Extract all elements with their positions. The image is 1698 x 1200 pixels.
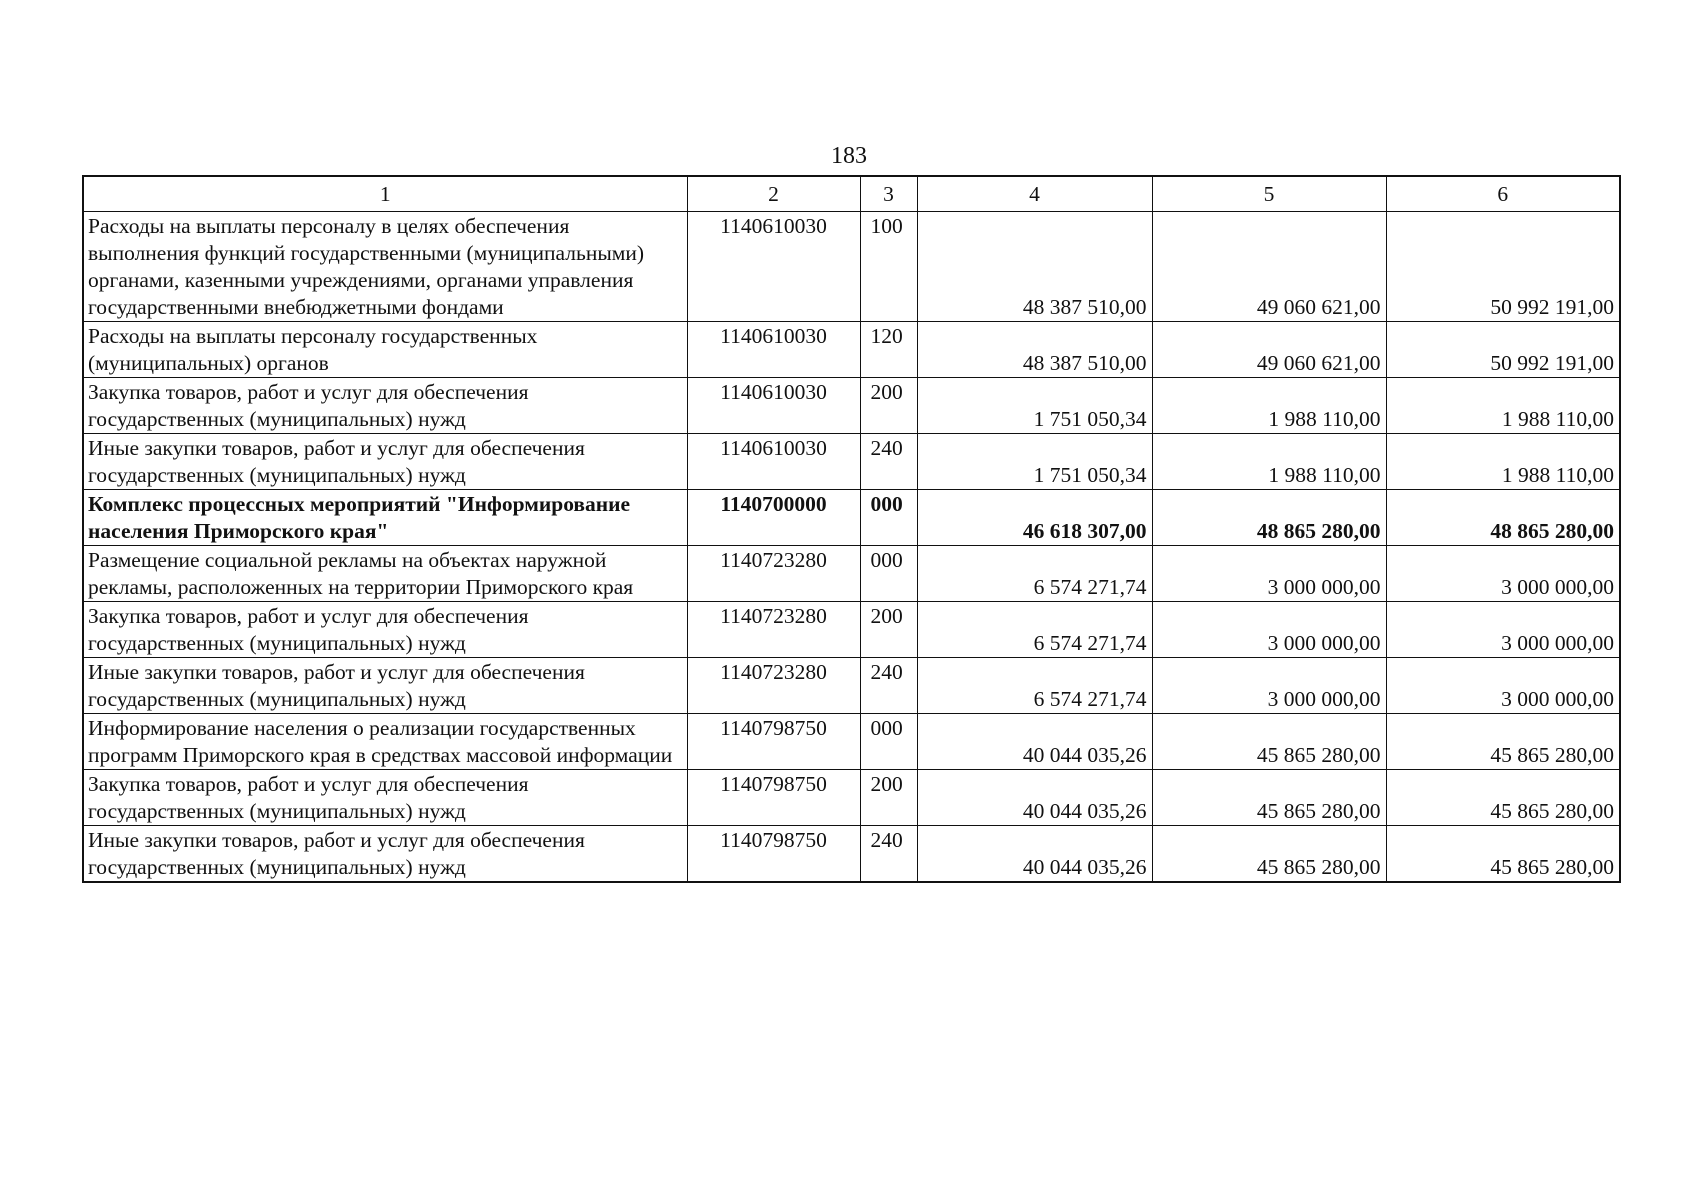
row-name-cell: Иные закупки товаров, работ и услуг для обеспечения государственных (муниципальных) нужд bbox=[83, 658, 687, 714]
row-name-cell: Иные закупки товаров, работ и услуг для обеспечения государственных (муниципальных) нужд bbox=[83, 434, 687, 490]
table-row bbox=[83, 826, 1620, 883]
amount-col6-cell: 3 000 000,00 bbox=[1386, 602, 1620, 658]
target-code-cell: 1140610030 bbox=[687, 378, 860, 434]
target-code-cell: 1140723280 bbox=[687, 546, 860, 602]
header-cell: 1 bbox=[83, 176, 687, 212]
table-row bbox=[83, 212, 1620, 322]
amount-col5-cell: 1 988 110,00 bbox=[1152, 378, 1386, 434]
row-name-cell: Информирование населения о реализации государственных программ Приморского края в средствах массовой информации bbox=[83, 714, 687, 770]
header-cell: 4 bbox=[917, 176, 1152, 212]
amount-col5-cell: 49 060 621,00 bbox=[1152, 212, 1386, 322]
table-row bbox=[83, 322, 1620, 378]
table-row bbox=[83, 434, 1620, 490]
header-cell: 5 bbox=[1152, 176, 1386, 212]
table-row bbox=[83, 714, 1620, 770]
amount-col6-cell: 45 865 280,00 bbox=[1386, 714, 1620, 770]
amount-col6-cell: 45 865 280,00 bbox=[1386, 826, 1620, 883]
row-name-cell: Закупка товаров, работ и услуг для обеспечения государственных (муниципальных) нужд bbox=[83, 602, 687, 658]
expense-type-cell: 200 bbox=[860, 378, 917, 434]
expense-type-cell: 200 bbox=[860, 770, 917, 826]
amount-col5-cell: 3 000 000,00 bbox=[1152, 546, 1386, 602]
expense-type-cell: 120 bbox=[860, 322, 917, 378]
expense-type-cell: 200 bbox=[860, 602, 917, 658]
amount-col5-cell: 3 000 000,00 bbox=[1152, 602, 1386, 658]
header-cell: 3 bbox=[860, 176, 917, 212]
row-name-cell: Размещение социальной рекламы на объектах наружной рекламы, расположенных на территории Приморского края bbox=[83, 546, 687, 602]
row-name-cell: Комплекс процессных мероприятий "Информирование населения Приморского края" bbox=[83, 490, 687, 546]
expense-type-cell: 240 bbox=[860, 434, 917, 490]
target-code-cell: 1140798750 bbox=[687, 826, 860, 883]
amount-col5-cell: 49 060 621,00 bbox=[1152, 322, 1386, 378]
row-name-cell: Закупка товаров, работ и услуг для обеспечения государственных (муниципальных) нужд bbox=[83, 770, 687, 826]
expense-type-cell: 000 bbox=[860, 714, 917, 770]
expense-type-cell: 000 bbox=[860, 546, 917, 602]
target-code-cell: 1140610030 bbox=[687, 322, 860, 378]
amount-col6-cell: 48 865 280,00 bbox=[1386, 490, 1620, 546]
table-row bbox=[83, 602, 1620, 658]
row-name-cell: Закупка товаров, работ и услуг для обеспечения государственных (муниципальных) нужд bbox=[83, 378, 687, 434]
row-name-cell: Расходы на выплаты персоналу государственных (муниципальных) органов bbox=[83, 322, 687, 378]
expense-type-cell: 240 bbox=[860, 826, 917, 883]
amount-col4-cell: 40 044 035,26 bbox=[917, 714, 1152, 770]
header-cell: 2 bbox=[687, 176, 860, 212]
amount-col6-cell: 1 988 110,00 bbox=[1386, 378, 1620, 434]
amount-col4-cell: 48 387 510,00 bbox=[917, 322, 1152, 378]
amount-col6-cell: 50 992 191,00 bbox=[1386, 322, 1620, 378]
table-row bbox=[83, 658, 1620, 714]
amount-col5-cell: 3 000 000,00 bbox=[1152, 658, 1386, 714]
target-code-cell: 1140723280 bbox=[687, 658, 860, 714]
amount-col4-cell: 6 574 271,74 bbox=[917, 602, 1152, 658]
budget-table bbox=[82, 175, 1621, 883]
table-row bbox=[83, 490, 1620, 546]
amount-col6-cell: 50 992 191,00 bbox=[1386, 212, 1620, 322]
amount-col5-cell: 45 865 280,00 bbox=[1152, 770, 1386, 826]
table-row bbox=[83, 546, 1620, 602]
target-code-cell: 1140798750 bbox=[687, 770, 860, 826]
target-code-cell: 1140700000 bbox=[687, 490, 860, 546]
row-name-cell: Расходы на выплаты персоналу в целях обеспечения выполнения функций государственными (муниципальными) органами, казенными учреждениями, органами управления государственными внебюджетными фондами bbox=[83, 212, 687, 322]
amount-col6-cell: 1 988 110,00 bbox=[1386, 434, 1620, 490]
table-row bbox=[83, 378, 1620, 434]
amount-col5-cell: 48 865 280,00 bbox=[1152, 490, 1386, 546]
target-code-cell: 1140610030 bbox=[687, 212, 860, 322]
target-code-cell: 1140723280 bbox=[687, 602, 860, 658]
table-body bbox=[83, 176, 1620, 882]
amount-col5-cell: 45 865 280,00 bbox=[1152, 714, 1386, 770]
amount-col4-cell: 40 044 035,26 bbox=[917, 826, 1152, 883]
amount-col4-cell: 1 751 050,34 bbox=[917, 434, 1152, 490]
header-row bbox=[83, 176, 1620, 212]
expense-type-cell: 240 bbox=[860, 658, 917, 714]
expense-type-cell: 000 bbox=[860, 490, 917, 546]
amount-col6-cell: 45 865 280,00 bbox=[1386, 770, 1620, 826]
amount-col6-cell: 3 000 000,00 bbox=[1386, 546, 1620, 602]
amount-col4-cell: 40 044 035,26 bbox=[917, 770, 1152, 826]
target-code-cell: 1140610030 bbox=[687, 434, 860, 490]
header-cell: 6 bbox=[1386, 176, 1620, 212]
amount-col4-cell: 6 574 271,74 bbox=[917, 546, 1152, 602]
target-code-cell: 1140798750 bbox=[687, 714, 860, 770]
table-row bbox=[83, 770, 1620, 826]
amount-col5-cell: 1 988 110,00 bbox=[1152, 434, 1386, 490]
row-name-cell: Иные закупки товаров, работ и услуг для обеспечения государственных (муниципальных) нужд bbox=[83, 826, 687, 883]
amount-col4-cell: 46 618 307,00 bbox=[917, 490, 1152, 546]
page-number: 183 bbox=[831, 143, 867, 169]
amount-col4-cell: 1 751 050,34 bbox=[917, 378, 1152, 434]
amount-col5-cell: 45 865 280,00 bbox=[1152, 826, 1386, 883]
expense-type-cell: 100 bbox=[860, 212, 917, 322]
amount-col6-cell: 3 000 000,00 bbox=[1386, 658, 1620, 714]
amount-col4-cell: 6 574 271,74 bbox=[917, 658, 1152, 714]
amount-col4-cell: 48 387 510,00 bbox=[917, 212, 1152, 322]
